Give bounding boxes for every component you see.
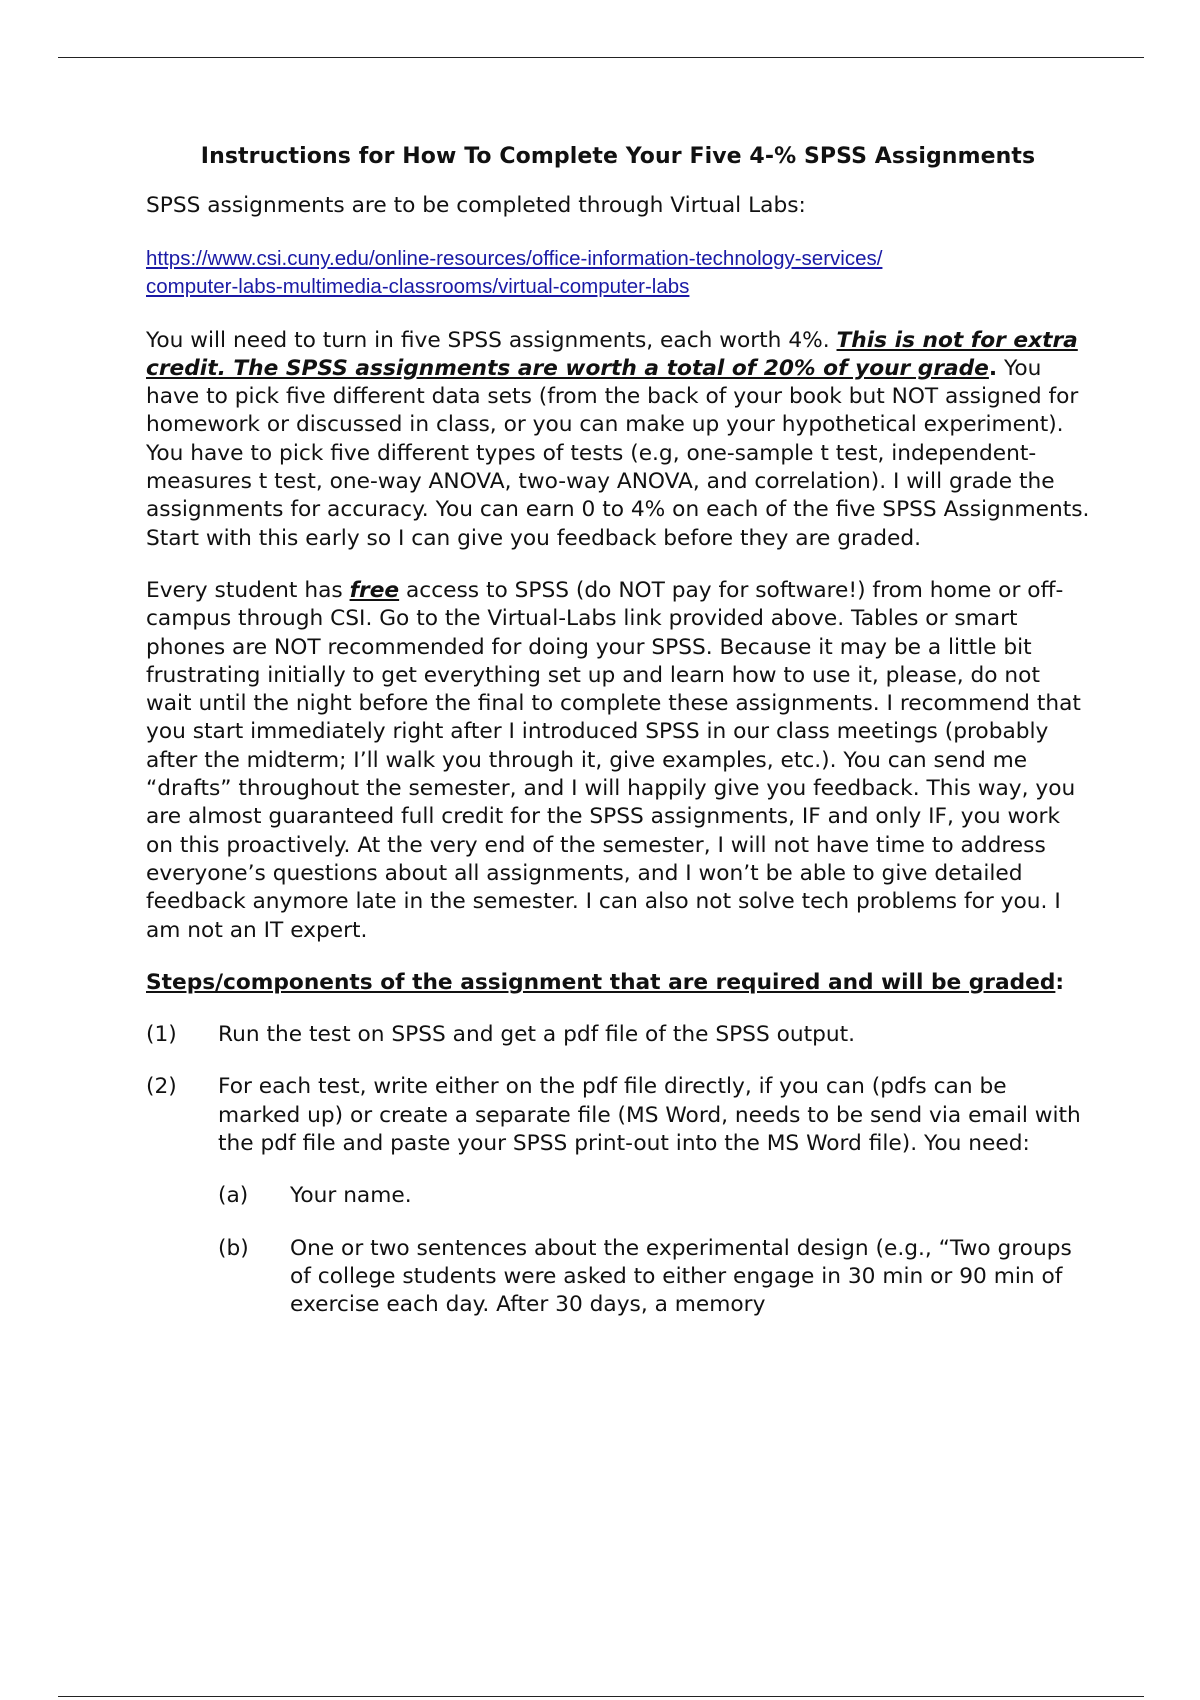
paragraph-access-start: Every student has: [146, 577, 350, 603]
header-rule: [58, 57, 1144, 58]
steps-heading-colon: :: [1055, 969, 1065, 995]
paragraph-access: [146, 577, 1090, 945]
substep-item: [146, 1235, 1090, 1320]
page-title: Instructions for How To Complete Your Five 4-% SPSS Assignments: [200, 144, 1036, 169]
virtual-labs-link-line-2[interactable]: computer-labs-multimedia-classrooms/virtual-computer-labs: [146, 274, 690, 298]
steps-heading-text: Steps/components of the assignment that are required and will be graded: [146, 969, 1056, 995]
intro-text: SPSS assignments are to be completed through Virtual Labs:: [146, 193, 806, 219]
paragraph-assignments-rest: You have to pick five different data sets (from the back of your book but NOT assigned for homework or discussed in class, or you can make up your hypothetical experiment). You have to pick five different types of tests (e.g, one-sample t test, independent-measures t test, one-way ANOVA, two-way ANOVA, and correlation). I will grade the assignments for accuracy. You can earn 0 to 4% on each of the five SPSS Assignments. Start with this early so I can give you feedback before they are graded.: [146, 355, 1090, 551]
substep-number: (b): [218, 1235, 249, 1261]
step-number: (1): [146, 1022, 177, 1048]
document-body: [146, 143, 1090, 1344]
paragraph-assignments-start: You will need to turn in five SPSS assignments, each worth 4%.: [146, 327, 837, 353]
steps-heading: [146, 969, 1090, 997]
grade-emphasis: This is not for extra credit. The SPSS assignments are worth a total of 20% of your grade: [146, 327, 1078, 381]
paragraph-assignments: [146, 327, 1090, 553]
paragraph-access-rest: access to SPSS (do NOT pay for software!) from home or off-campus through CSI. Go to the Virtual-Labs link provided above. Tables or smart phones are NOT recommended for doing your SPSS. Because it may be a little bit frustrating initially to get everything set up and learn how to use it, please, do not wait until the night before the final to complete these assignments. I recommend that you start immediately right after I introduced SPSS in our class meetings (probably after the midterm; I’ll walk you through it, give examples, etc.). You can send me “drafts” throughout the semester, and I will happily give you feedback. This way, you are almost guaranteed full credit for the SPSS assignments, IF and only IF, you work on this proactively. At the very end of the semester, I will not have time to address everyone’s questions about all assignments, and I won’t be able to give detailed feedback anymore late in the semester. I can also not solve tech problems for you. I am not an IT expert.: [146, 577, 1081, 943]
grade-emphasis-period: .: [988, 355, 998, 381]
step-item: [146, 1021, 1090, 1049]
step-number: (2): [146, 1074, 177, 1100]
virtual-labs-link-line-1[interactable]: https://www.csi.cuny.edu/online-resources/office-information-technology-services/: [146, 246, 883, 270]
footer-rule: [58, 1696, 1144, 1697]
free-emphasis: free: [349, 577, 400, 603]
step-text: For each test, write either on the pdf file directly, if you can (pdfs can be marked up) or create a separate file (MS Word, needs to be send via email with the pdf file and paste your SPSS print-out into the MS Word file). You need:: [218, 1074, 1081, 1157]
substep-text: One or two sentences about the experimental design (e.g., “Two groups of college students were asked to either engage in 30 min or 90 min of exercise each day. After 30 days, a memory: [290, 1235, 1072, 1318]
virtual-labs-link-block: [146, 245, 1090, 301]
substep-number: (a): [218, 1183, 249, 1209]
substep-item: [146, 1182, 1090, 1210]
substep-text: Your name.: [290, 1183, 412, 1209]
step-item: [146, 1073, 1090, 1158]
step-text: Run the test on SPSS and get a pdf file of the SPSS output.: [218, 1022, 856, 1048]
